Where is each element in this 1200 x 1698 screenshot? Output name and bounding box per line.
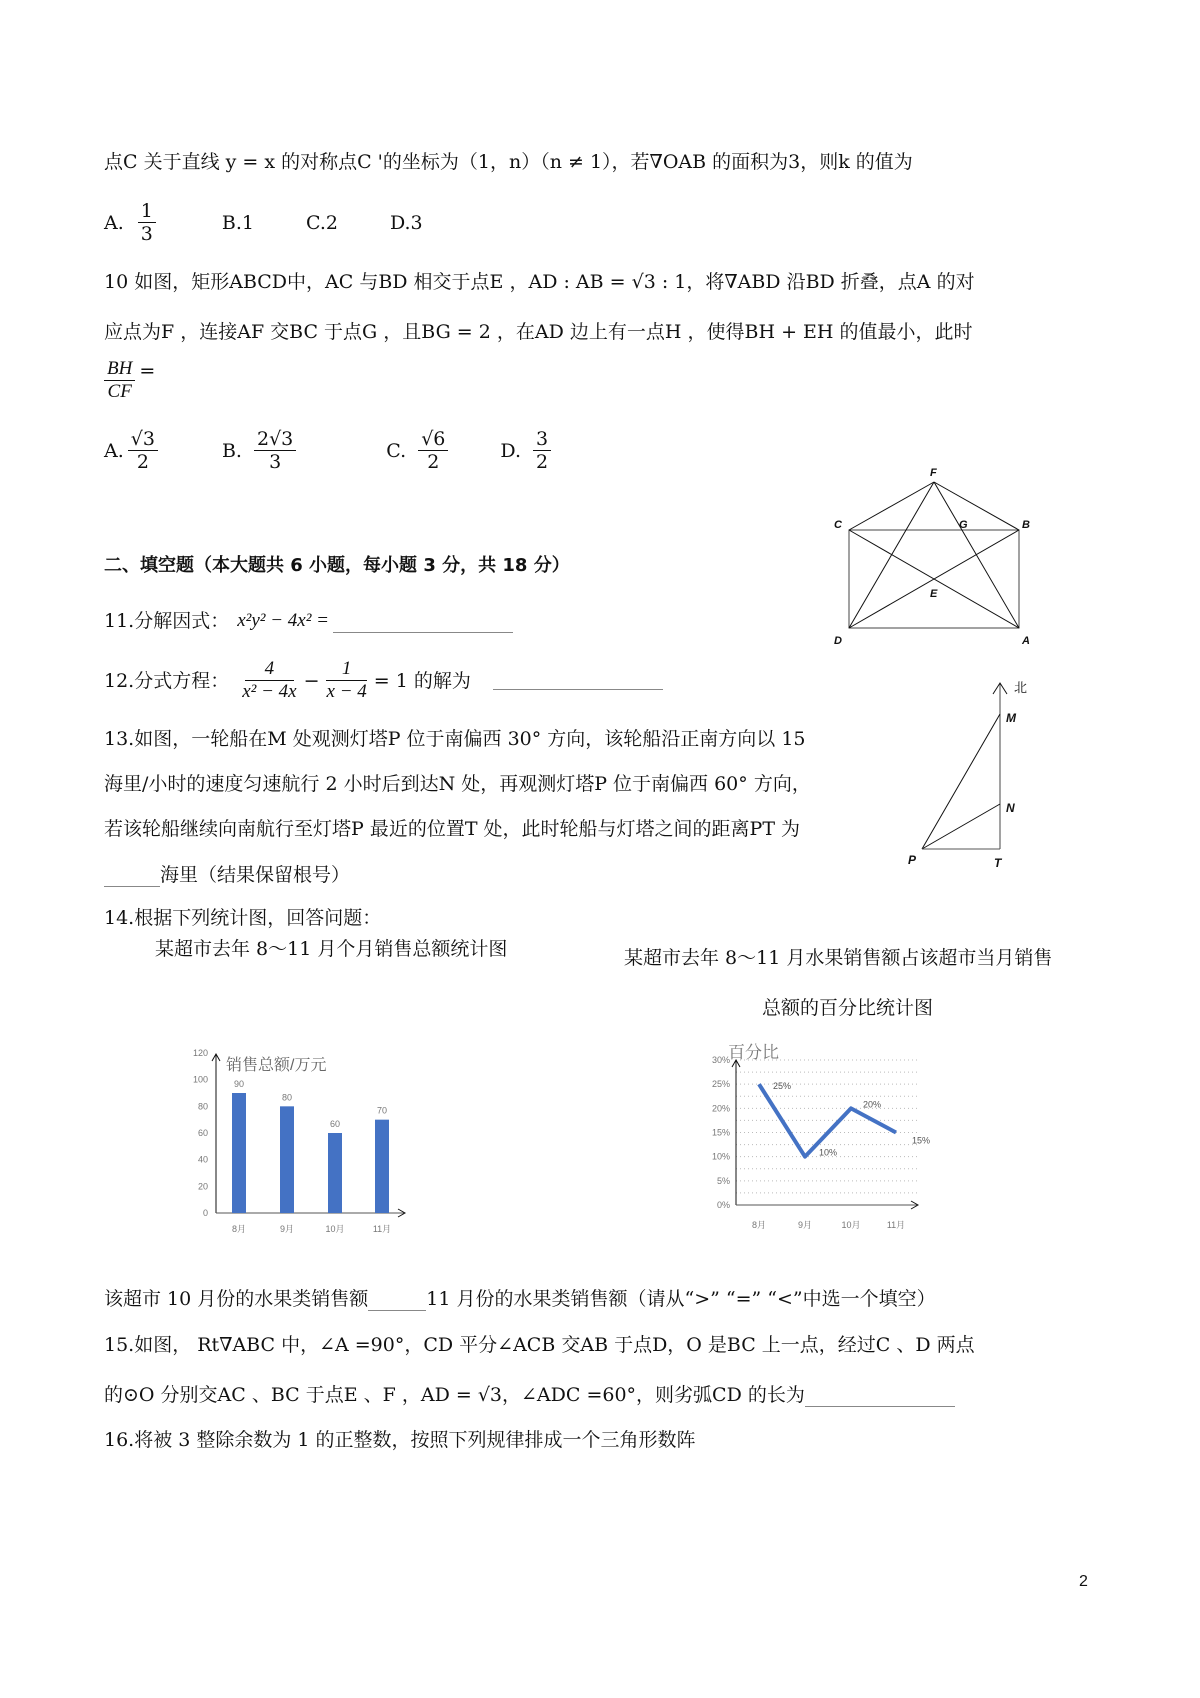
label-a: A	[1022, 635, 1030, 647]
fraction-denominator: x² − 4x	[242, 681, 297, 702]
bar	[232, 1093, 246, 1213]
q10-option-c-fraction	[418, 428, 448, 473]
line-x-label: 11月	[886, 1220, 906, 1230]
line-y-tick: 0%	[716, 1200, 730, 1210]
fraction-numerator: √3	[128, 428, 158, 451]
q13-line3: 若该轮船继续向南航行至灯塔P 最近的位置T 处，此时轮船与灯塔之间的距离PT 为	[104, 818, 801, 840]
q12-fraction-1	[239, 658, 299, 703]
bar-x-label: 8月	[231, 1224, 247, 1234]
line-y-tick: 5%	[716, 1175, 730, 1186]
bar-value-label: 90	[233, 1079, 245, 1089]
q10-option-a-label: A.	[104, 439, 124, 462]
q14-question-post: 11 月份的水果类销售额（请从“>” “=” “<”中选一个填空）	[426, 1288, 936, 1310]
q10-line1: 10 如图，矩形ABCD中，AC 与BD 相交于点E ，AD : AB = √3 : 1，将∇ABD 沿BD 折叠，点A 的对	[104, 271, 975, 293]
bar	[375, 1120, 389, 1213]
q11	[104, 609, 513, 633]
line-y-tick: 10%	[711, 1151, 730, 1162]
page-number: 2	[1079, 1573, 1088, 1590]
q13-line1: 13.如图，一轮船在M 处观测灯塔P 位于南偏西 30° 方向，该轮船沿正南方向以 15	[104, 728, 806, 750]
label-p: P	[908, 853, 917, 867]
q11-prefix: 11.分解因式：	[104, 610, 230, 632]
line-x-label: 9月	[797, 1220, 813, 1230]
line-y-tick: 25%	[711, 1079, 730, 1090]
bar-x-label: 10月	[325, 1224, 345, 1234]
q9-options	[104, 200, 423, 245]
fraction-denominator: CF	[107, 381, 132, 402]
q9-option-a-fraction	[138, 200, 156, 245]
q10-option-d-label: D.	[500, 439, 521, 462]
bar	[328, 1133, 342, 1213]
q14-intro: 14.根据下列统计图，回答问题：	[104, 907, 382, 929]
bar-y-tick: 100	[192, 1074, 208, 1085]
label-t: T	[994, 856, 1002, 870]
q9-option-d: D.3	[389, 211, 423, 234]
minus-sign: −	[303, 669, 320, 692]
line-value-label: 10%	[819, 1147, 838, 1158]
fraction-numerator: 1	[326, 658, 368, 681]
line-value-label: 20%	[863, 1099, 882, 1110]
fraction-numerator: 2√3	[254, 428, 296, 451]
line-series	[752, 1081, 930, 1230]
chart2-title-line2: 总额的百分比统计图	[762, 997, 934, 1019]
q13-answer-blank[interactable]	[104, 868, 160, 887]
q15-line1: 15.如图， Rt∇ABC 中，∠A =90°，CD 平分∠ACB 交AB 于点D，O 是BC 上一点，经过C 、D 两点	[104, 1334, 975, 1356]
equals-sign: =	[139, 359, 156, 382]
bar	[280, 1106, 294, 1213]
q13-line2: 海里/小时的速度匀速航行 2 小时后到达N 处，再观测灯塔P 位于南偏西 60° 方向，	[104, 773, 811, 795]
line-x-label: 8月	[751, 1220, 767, 1230]
north-label: 北	[1014, 680, 1028, 695]
q14-question-pre: 该超市 10 月份的水果类销售额	[104, 1288, 369, 1310]
q15-line2-text: 的⊙O 分别交AC 、BC 于点E 、F ，AD = √3，∠ADC =60°，则劣弧CD 的长为	[104, 1384, 805, 1406]
fraction-denominator: 2	[536, 451, 549, 473]
q12-suffix: = 1 的解为	[373, 669, 471, 692]
line-grid	[736, 1060, 918, 1193]
q10-option-c-label: C.	[386, 439, 407, 462]
ratio-fraction	[104, 358, 135, 403]
label-g: G	[959, 519, 968, 531]
label-m: M	[1006, 711, 1016, 725]
q12-prefix: 12.分式方程：	[104, 669, 230, 692]
bar-value-label: 80	[281, 1092, 293, 1103]
bar-x-label: 11月	[372, 1224, 392, 1234]
fraction-denominator: 2	[136, 451, 149, 473]
q9-option-a-label: A.	[104, 211, 124, 234]
label-n: N	[1006, 801, 1015, 815]
fraction-denominator: 3	[269, 451, 282, 473]
label-f: F	[930, 467, 937, 479]
q12	[104, 658, 663, 703]
bar-x-label: 9月	[279, 1224, 295, 1234]
label-e: E	[930, 588, 938, 600]
q10-rectangle-figure	[820, 460, 1060, 660]
line-y-tick: 20%	[711, 1103, 730, 1114]
bar-chart	[180, 1040, 420, 1250]
bar-value-label: 60	[329, 1119, 341, 1129]
bar-series	[232, 1079, 391, 1234]
q9-option-c: C.2	[305, 211, 338, 234]
q14-question	[104, 1287, 936, 1311]
chart1-title: 某超市去年 8～11 月个月销售总额统计图	[155, 938, 508, 960]
q10-option-a-fraction	[128, 428, 158, 473]
line-y-axis-label: 百分比	[728, 1043, 779, 1062]
bar-y-tick: 60	[197, 1128, 208, 1138]
fraction-numerator: 4	[245, 658, 295, 681]
q15-answer-blank[interactable]	[805, 1388, 955, 1407]
section-heading: 二、填空题（本大题共 6 小题，每小题 3 分，共 18 分）	[104, 555, 570, 576]
q11-expression: x²y² − 4x² =	[237, 610, 329, 631]
fraction-numerator: √6	[418, 428, 448, 451]
bar-y-tick: 120	[192, 1048, 208, 1058]
q10-option-b-label: B.	[221, 439, 242, 462]
line-chart	[690, 1030, 950, 1250]
fraction-numerator: 3	[533, 428, 551, 451]
q16-line: 16.将被 3 整除余数为 1 的正整数，按照下列规律排成一个三角形数阵	[104, 1429, 696, 1451]
q9-text: 点C 关于直线 y = x 的对称点C '的坐标为（1，n）（n ≠ 1），若∇OAB 的面积为3，则k 的值为	[104, 151, 913, 173]
q10-option-d-fraction	[533, 428, 551, 473]
bar-y-tick: 80	[197, 1101, 208, 1112]
q10-line2: 应点为F ，连接AF 交BC 于点G ，且BG = 2 ，在AD 边上有一点H ，使得BH + EH 的值最小，此时	[104, 321, 973, 343]
q13-line4	[104, 863, 350, 887]
fraction-denominator: 2	[427, 451, 440, 473]
line-y-ticks	[712, 1055, 730, 1210]
bar-y-tick: 20	[197, 1181, 208, 1192]
line-value-label: 15%	[912, 1135, 931, 1146]
bar-y-tick: 0	[202, 1208, 208, 1218]
q10-option-b-fraction	[254, 428, 296, 473]
bar-y-axis-label: 销售总额/万元	[226, 1057, 327, 1074]
line-x-label: 10月	[841, 1220, 861, 1230]
fraction-denominator: 3	[140, 223, 153, 245]
fraction-numerator: BH	[104, 358, 135, 381]
label-b: B	[1022, 519, 1030, 531]
chart2-title-line1: 某超市去年 8～11 月水果销售额占该超市当月销售	[624, 947, 1053, 969]
bar-y-tick: 40	[197, 1154, 208, 1165]
label-c: C	[834, 519, 842, 531]
q12-fraction-2	[324, 658, 370, 703]
line-path	[759, 1084, 896, 1157]
fraction-numerator: 1	[138, 200, 156, 223]
line-value-label: 25%	[773, 1081, 792, 1092]
q10-ratio	[104, 358, 155, 403]
line-y-tick: 15%	[711, 1127, 730, 1138]
fraction-denominator: x − 4	[326, 681, 367, 702]
bar-y-ticks	[193, 1048, 208, 1218]
q15-line2	[104, 1383, 955, 1407]
line-y-tick: 30%	[711, 1055, 730, 1065]
q9-option-b: B.1	[221, 211, 254, 234]
q11-answer-blank[interactable]	[333, 614, 513, 633]
q12-answer-blank[interactable]	[493, 671, 663, 690]
bar-value-label: 70	[376, 1105, 388, 1116]
q14-answer-blank[interactable]	[368, 1292, 426, 1311]
q10-options	[104, 428, 555, 473]
q13-ship-figure	[900, 670, 1080, 880]
label-d: D	[834, 635, 842, 647]
q13-suffix: 海里（结果保留根号）	[160, 864, 351, 886]
